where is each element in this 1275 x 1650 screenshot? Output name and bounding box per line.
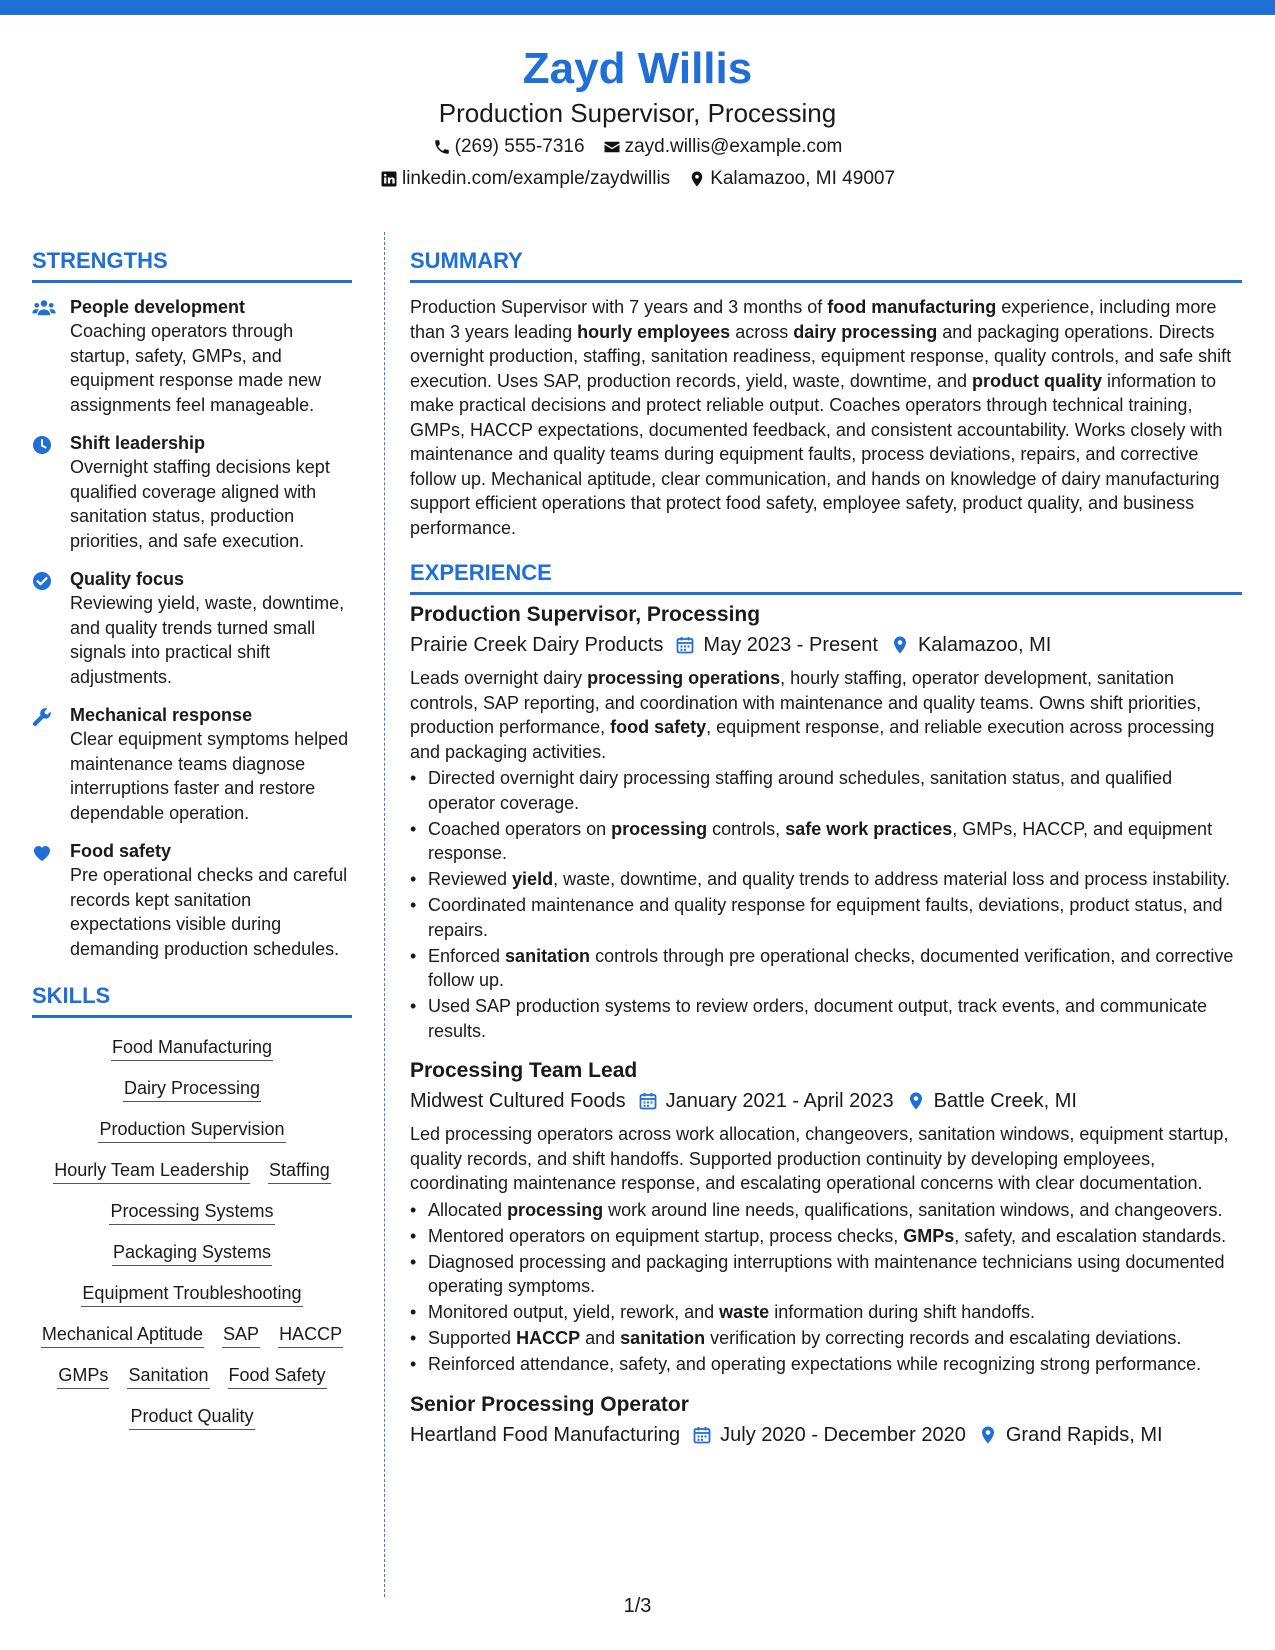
linkedin-text: linkedin.com/example/zaydwillis [401, 168, 671, 189]
strength-item [32, 839, 352, 961]
strength-title: Quality focus [70, 569, 185, 589]
bullet-item: • Monitored output, yield, rework, and waste information during shift handoffs. [410, 1300, 1242, 1325]
skill-row [32, 1116, 352, 1143]
people-icon [32, 295, 70, 417]
location-text: Grand Rapids, MI [1005, 1423, 1163, 1446]
skill-tag: Staffing [268, 1157, 331, 1184]
skill-tag: GMPs [57, 1362, 109, 1389]
location-text: Kalamazoo, MI 49007 [710, 168, 896, 189]
calendar-icon [675, 635, 695, 655]
strength-item [32, 567, 352, 689]
strength-title: Shift leadership [70, 433, 206, 453]
strength-body [70, 431, 352, 553]
skill-tag: Sanitation [127, 1362, 209, 1389]
strength-description: Reviewing yield, waste, downtime, and quality trends turned small signals into practical shift adjustments. [70, 593, 345, 687]
skill-row [32, 1403, 352, 1430]
map-pin-icon [688, 170, 706, 188]
check-circle-icon [32, 567, 70, 689]
bold-keyword: processing [507, 1199, 604, 1220]
bullet-item: • Directed overnight dairy processing staffing around schedules, sanitation status, and qualified operator coverage. [410, 766, 1242, 815]
bullet-item: • Reviewed yield, waste, downtime, and quality trends to address material loss and process instability. [410, 867, 1242, 892]
strength-description: Pre operational checks and careful records kept sanitation expectations visible during demanding production schedules. [70, 865, 348, 959]
bullet-item: • Coordinated maintenance and quality response for equipment faults, deviations, product status, and repairs. [410, 893, 1242, 942]
calendar-icon [692, 1425, 712, 1445]
skill-tag: Equipment Troubleshooting [81, 1280, 302, 1307]
bullet-item: • Mentored operators on equipment startup, process checks, GMPs, safety, and escalation standards. [410, 1224, 1242, 1249]
job-entry [410, 1057, 1242, 1377]
skill-row [32, 1362, 352, 1389]
job-title: Processing Team Lead [410, 1059, 638, 1082]
dates-text: January 2021 - April 2023 [665, 1090, 894, 1112]
candidate-name: Zayd Willis [522, 44, 753, 93]
skill-tag: Hourly Team Leadership [53, 1157, 250, 1184]
company-name: Heartland Food Manufacturing [410, 1423, 681, 1446]
bullet-item: • Diagnosed processing and packaging interruptions with maintenance technicians using documented operating symptoms. [410, 1250, 1242, 1299]
skill-row [32, 1075, 352, 1102]
strength-description: Clear equipment symptoms helped maintenance teams diagnose interruptions faster and restore dependable operation. [70, 729, 349, 823]
bold-keyword: dairy processing [793, 321, 938, 342]
bold-keyword: sanitation [505, 945, 591, 966]
strength-body [70, 295, 352, 417]
wrench-icon [32, 703, 70, 825]
bold-keyword: sanitation [620, 1328, 706, 1348]
bold-keyword: processing [611, 818, 708, 839]
summary-heading: SUMMARY [410, 246, 1242, 283]
top-accent-bar [0, 0, 1275, 15]
experience-heading: EXPERIENCE [410, 558, 1242, 595]
phone-contact[interactable] [433, 132, 585, 162]
bullet-item: • Used SAP production systems to review orders, document output, track events, and communicate results. [410, 994, 1242, 1043]
strength-title: Food safety [70, 841, 172, 861]
job-location [890, 630, 1051, 660]
company-name: Prairie Creek Dairy Products [410, 634, 664, 656]
bold-keyword: food manufacturing [827, 297, 997, 317]
strength-title: Mechanical response [70, 705, 253, 725]
skills-heading: SKILLS [32, 981, 352, 1018]
bullet-item: • Supported HACCP and sanitation verification by correcting records and escalating deviations. [410, 1326, 1242, 1351]
skill-row [32, 1034, 352, 1061]
skill-row [32, 1239, 352, 1266]
job-meta [410, 1086, 1242, 1116]
contact-row-2 [0, 164, 1275, 194]
dates-text: July 2020 - December 2020 [720, 1423, 966, 1446]
dates-text: May 2023 - Present [703, 634, 878, 656]
candidate-title: Production Supervisor, Processing [438, 98, 837, 128]
strength-item [32, 703, 352, 825]
location-contact [688, 164, 895, 194]
contact-row-1 [0, 132, 1275, 162]
job-title: Production Supervisor, Processing [410, 603, 761, 626]
company-name: Midwest Cultured Foods [410, 1090, 626, 1112]
strength-body [70, 839, 352, 961]
page-number: 1/3 [623, 1595, 652, 1617]
job-dates [692, 1420, 966, 1450]
strength-body [70, 703, 352, 825]
bold-keyword: food safety [610, 717, 707, 737]
phone-text: (269) 555-7316 [454, 136, 585, 157]
bullet-item: • Allocated processing work around line needs, qualifications, sanitation windows, and changeovers. [410, 1198, 1242, 1223]
bold-keyword: product quality [971, 370, 1102, 391]
job-dates [675, 630, 878, 660]
bullet-item: • Enforced sanitation controls through pre operational checks, documented verification, and corrective follow up. [410, 944, 1242, 993]
bold-keyword: yield [512, 869, 554, 889]
clock-icon [32, 431, 70, 553]
strength-item [32, 431, 352, 553]
job-dates [638, 1086, 894, 1116]
strength-description: Coaching operators through startup, safety, GMPs, and equipment response made new assignments feel manageable. [70, 321, 322, 415]
job-entry [410, 601, 1242, 1043]
job-bullets [410, 1198, 1242, 1377]
summary-paragraph: Production Supervisor with 7 years and 3 months of food manufacturing experience, including more than 3 years leading hourly employees across dairy processing and packaging operations. Directs overnight production, staffing, sanitation readiness, equipment response, quality controls, and safe shift execution. Uses SAP, production records, yield, waste, downtime, and product quality information to make practical decisions and protect reliable output. Coaches operators through technical training, GMPs, HACCP expectations, documented feedback, and consistent accountability. Works closely with maintenance and quality teams during equipment faults, process deviations, repairs, and corrective follow up. Mechanical aptitude, clear communication, and hands on knowledge of dairy manufacturing support efficient operations that protect food safety, employee safety, product quality, and business performance. [410, 297, 1232, 538]
email-text: zayd.willis@example.com [624, 136, 843, 157]
strength-description: Overnight staffing decisions kept qualified coverage aligned with sanitation status, production priorities, and safe execution. [70, 457, 330, 551]
email-contact[interactable] [603, 132, 843, 162]
bold-keyword: waste [719, 1302, 770, 1322]
location-text: Kalamazoo, MI [917, 634, 1052, 656]
strengths-list [32, 295, 352, 961]
right-column [410, 246, 1242, 1456]
bullet-item: • Reinforced attendance, safety, and operating expectations while recognizing strong performance. [410, 1352, 1242, 1377]
bold-keyword: HACCP [516, 1328, 581, 1348]
job-entry [410, 1391, 1242, 1450]
skill-tag: Dairy Processing [123, 1075, 261, 1102]
skills-list [32, 1030, 352, 1430]
strength-body [70, 567, 352, 689]
skill-tag: Product Quality [129, 1403, 254, 1430]
job-meta [410, 630, 1242, 660]
skill-tag: HACCP [278, 1321, 343, 1348]
bold-keyword: hourly employees [577, 321, 731, 342]
job-title: Senior Processing Operator [410, 1392, 689, 1416]
left-column [32, 246, 352, 1444]
bold-keyword: safe work practices [785, 818, 953, 839]
resume-header [0, 40, 1275, 194]
bold-keyword: GMPs [903, 1225, 955, 1246]
map-pin-icon [906, 1091, 926, 1111]
job-bullets [410, 766, 1242, 1043]
skill-tag: Processing Systems [109, 1198, 274, 1225]
skill-row [32, 1280, 352, 1307]
job-location [906, 1086, 1077, 1116]
strength-item [32, 295, 352, 417]
linkedin-contact[interactable] [380, 164, 670, 194]
skill-row [32, 1321, 352, 1348]
skill-row [32, 1198, 352, 1225]
bullet-item: • Coached operators on processing controls, safe work practices, GMPs, HACCP, and equipment response. [410, 817, 1242, 866]
linkedin-icon [380, 170, 398, 188]
bold-keyword: processing operations [587, 668, 781, 688]
column-divider [384, 232, 385, 1597]
skill-tag: SAP [222, 1321, 260, 1348]
envelope-icon [603, 138, 621, 156]
skill-tag: Packaging Systems [112, 1239, 272, 1266]
map-pin-icon [890, 635, 910, 655]
calendar-icon [638, 1091, 658, 1111]
experience-list [410, 601, 1242, 1450]
skill-row [32, 1157, 352, 1184]
strength-title: People development [70, 297, 246, 317]
job-meta [410, 1420, 1242, 1450]
skill-tag: Mechanical Aptitude [41, 1321, 204, 1348]
skill-tag: Food Safety [228, 1362, 327, 1389]
phone-icon [433, 138, 451, 156]
skill-tag: Food Manufacturing [111, 1034, 273, 1061]
heart-icon [32, 839, 70, 961]
map-pin-icon [978, 1425, 998, 1445]
skill-tag: Production Supervision [98, 1116, 285, 1143]
job-location [978, 1420, 1163, 1450]
location-text: Battle Creek, MI [933, 1090, 1077, 1112]
job-summary: Leads overnight dairy processing operations, hourly staffing, operator development, sanitation controls, SAP reporting, and coordination with maintenance and quality teams. Owns shift priorities, production performance, food safety, equipment response, and reliable execution across processing and packaging activities. [410, 668, 1215, 762]
strengths-heading: STRENGTHS [32, 246, 352, 283]
job-summary: Led processing operators across work allocation, changeovers, sanitation windows, equipment startup, quality records, and shift handoffs. Supported production continuity by developing employees, coordinating maintenance response, and escalating operational concerns with clear documentation. [410, 1124, 1229, 1193]
